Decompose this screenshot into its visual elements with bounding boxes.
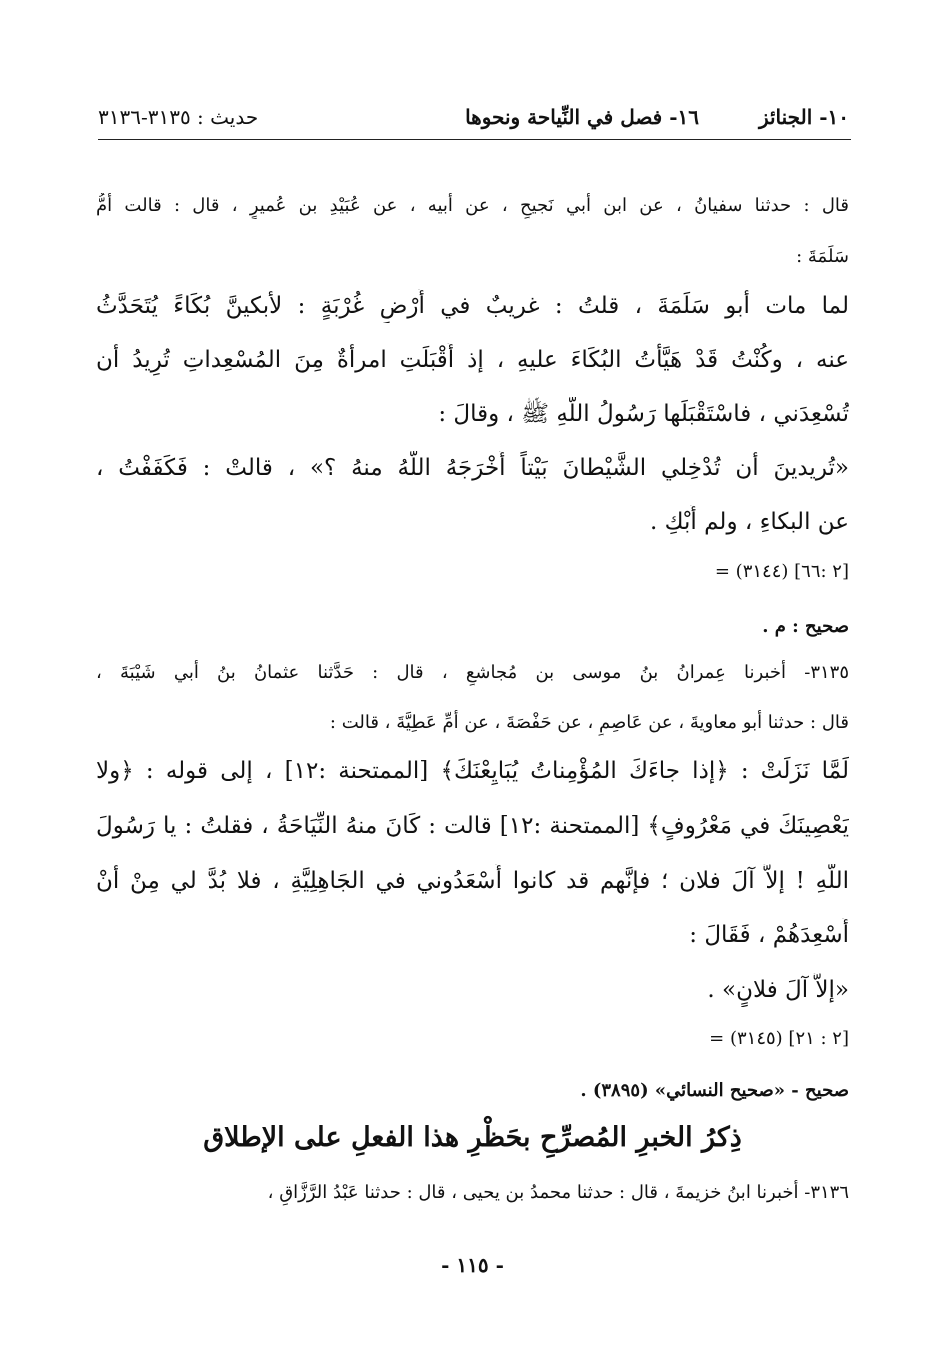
- text-line: «إلاَّ آلَ فلانٍ» .: [707, 977, 849, 1003]
- text-line: لما مات أبو سَلَمَةَ ، قلتُ : غريبٌ في أَرْضِ غُرْبَةٍ : لأبكينَّ بُكَاءً يُتَحَدَّثُ: [96, 293, 849, 319]
- section-title: ذِكرُ الخبرِ المُصرِّحِ بحَظْرِ هذا الفعلِ على الإطلاق: [203, 1122, 742, 1153]
- header-book-title: ١٠- الجنائز: [758, 105, 849, 129]
- grading-line: صحيح : م .: [762, 616, 849, 637]
- text-line: تُسْعِدَني ، فاسْتَقْبَلَها رَسُولُ اللَّهِ ﷺ ، وقالَ :: [438, 401, 849, 427]
- text-line: قال : حدثنا سفيانُ ، عن ابن أبي نَجيحٍ ، عن أبيه ، عن عُبَيْدِ بن عُميرٍ ، قال : قالت أمُّ: [96, 195, 849, 216]
- text-line: عن البكاءِ ، ولم أَبْكِ .: [650, 509, 849, 535]
- text-line: لَمَّا نَزَلَتْ : ﴿إذا جاءَكَ المُؤْمِناتُ يُبَايِعْنَكَ﴾ [الممتحنة :١٢] ، إلى قوله : ﴿ولا: [96, 758, 849, 784]
- citation-line: [96, 559, 849, 585]
- citation-line: [96, 1026, 849, 1052]
- text-line: سَلَمَةَ :: [796, 246, 849, 267]
- hadith-number-line: ٣١٣٥- أخبرنا عِمرانُ بنُ موسى بن مُجاشعٍ ، قال : حَدَّثنا عثمانُ بنُ أبي شَيْبَةَ ،: [96, 662, 849, 683]
- hadith-number-line: ٣١٣٦- أخبرنا ابنُ خزيمةَ ، قال : حدثنا محمدُ بن يحيى ، قال : حدثنا عَبْدُ الرَّزَّاقِ ،: [267, 1182, 849, 1203]
- header-chapter-title: ١٦- فصل في النِّياحة ونحوها: [465, 105, 699, 129]
- header-rule: [98, 139, 851, 140]
- text-line: أُسْعِدَهُمْ ، فَقَالَ :: [689, 922, 849, 948]
- text-line: اللَّهِ ! إلاَّ آلَ فلان ؛ فإنَّهم قد كانوا أَسْعَدُوني في الجَاهِلِيَّةِ ، فلا بُدَّ لي مِنْ أنْ: [96, 868, 849, 894]
- page-number: - ١١٥ -: [441, 1253, 504, 1277]
- text-line: عنه ، وكُنْتُ قَدْ هَيَّأْتُ البُكَاءَ عليهِ ، إذ أَقْبَلَتِ امرأةٌ مِنَ المُسْعِداتِ تُرِيدُ أن: [96, 347, 849, 373]
- text-line: «تُريدينَ أن تُدْخِلي الشَّيْطانَ بَيْتاً أَخْرَجَهُ اللَّهُ منهُ ؟» ، قالتْ : فَكَفَفْتُ ،: [96, 455, 849, 481]
- citation-ref: = (٣١٤٥) [٢ : ٢١]: [709, 1028, 849, 1049]
- text-line: يَعْصِينَكَ في مَعْرُوفٍ﴾ [الممتحنة :١٢] قالت : كَانَ منهُ النِّيَاحَةُ ، فقلتُ : يا رَسُولَ: [96, 813, 849, 839]
- header-hadith-range: حديث : ٣١٣٥-٣١٣٦: [98, 105, 259, 129]
- citation-ref: = (٣١٤٤) [٢ :٦٦]: [714, 561, 849, 582]
- text-line: قال : حدثنا أبو معاويةَ ، عن عَاصِمٍ ، عن حَفْصَةَ ، عن أمِّ عَطِيَّةَ ، قالت :: [329, 712, 849, 733]
- grading-line: صحيح - «صحيح النسائي» (٣٨٩٥) .: [580, 1080, 849, 1101]
- running-header: [98, 104, 849, 134]
